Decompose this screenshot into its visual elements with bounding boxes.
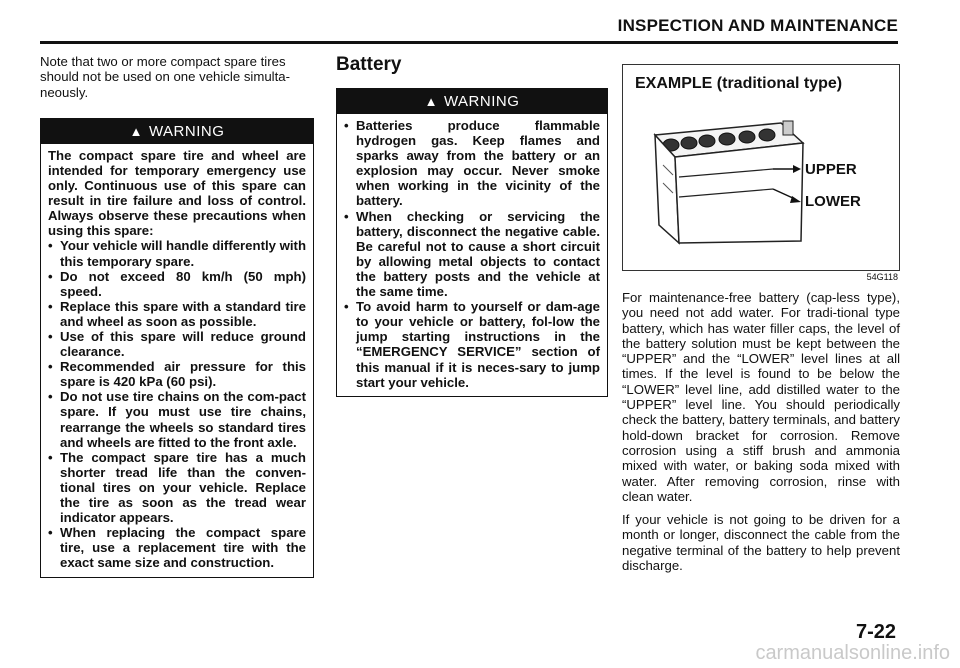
battery-warning-box [336,88,608,397]
warning-header [41,119,313,144]
header-rule [40,41,898,44]
warning-label: WARNING [443,93,520,110]
page-number: 7-22 [855,621,896,643]
figure-title: EXAMPLE (traditional type) [635,75,843,92]
list-item: • Use of this spare will reduce ground clearance. [48,329,306,359]
warning-icon: ▲ [129,123,143,139]
spare-tire-warning-box [40,118,314,578]
list-item: • To avoid harm to yourself or dam-age to your vehicle or battery, fol-low the jump starting instructions in the “EMERGENCY SERVICE” section of this manual if it is neces-sary to jump start your vehicle. [344,299,600,390]
warning-intro: The compact spare tire and wheel are intended for temporary emergency use only. Continuous use of this spare can result in tire failure and loss of control. Always observe these precautions when using this spare: [48,147,306,239]
upper-label: UPPER [805,161,857,178]
list-item: • When replacing the compact spare tire, use a replacement tire with the exact same size and construction. [48,525,306,570]
warning-body [41,144,313,577]
list-item: • Do not use tire chains on the com-pact spare. If you must use tire chains, rearrange the wheels so standard tires and wheels are fitted to the front axle. [48,389,306,449]
maintenance-paragraph: For maintenance-free battery (cap-less type), you need not add water. For tradi-tional type battery, which has water filler caps, the level of the battery solution must be kept between the “UPPER” and the “LOWER” level lines at all times. If the level is found to be below the “LOWER” level line, add distilled water to the “UPPER” level line. You should periodically check the battery, battery terminals, and battery hold-down bracket for corrosion. Remove corrosion using a stiff brush and ammonia mixed with water, or baking soda mixed with water. After removing corrosion, rinse with clean water. [622,290,900,504]
list-item: • Recommended air pressure for this spare is 420 kPa (60 psi). [48,359,306,389]
figure-code: 54G118 [866,272,898,282]
warning-list [48,238,306,570]
warning-label: WARNING [148,122,225,140]
list-item: • Your vehicle will handle differently with this temporary spare. [48,238,306,268]
battery-title: Battery [336,54,402,75]
middle-column [336,54,608,397]
storage-paragraph: If your vehicle is not going to be driven for a month or longer, disconnect the cable from the negative terminal of the battery to help prevent discharge. [622,512,900,574]
warning-header [337,89,607,114]
warning-body [337,114,607,396]
list-item: • Do not exceed 80 km/h (50 mph) speed. [48,269,306,299]
left-column [40,54,314,578]
warning-list [344,118,600,390]
right-column [622,64,900,573]
section-header: INSPECTION AND MAINTENANCE [617,16,898,35]
lower-label: LOWER [805,193,861,210]
battery-illustration [623,65,899,270]
spare-tire-note: Note that two or more compact spare tires should not be used on one vehicle simulta-neously. [40,54,290,100]
list-item: • Batteries produce flammable hydrogen gas. Keep flames and sparks away from the battery or an explosion may occur. Never smoke when working in the vicinity of the battery. [344,118,600,209]
list-item: • Replace this spare with a standard tire and wheel as soon as possible. [48,299,306,329]
warning-icon: ▲ [424,94,438,109]
list-item: • The compact spare tire has a much shorter tread life than the conven-tional tires on your vehicle. Replace the tire as soon as the tread wear indicator appears. [48,450,306,525]
battery-figure [622,64,900,271]
watermark: carmanualsonline.info [755,642,950,664]
list-item: • When checking or servicing the battery, disconnect the negative cable. Be careful not to cause a short circuit by allowing metal objects to contact the battery posts and the vehicle at the same time. [344,209,600,300]
